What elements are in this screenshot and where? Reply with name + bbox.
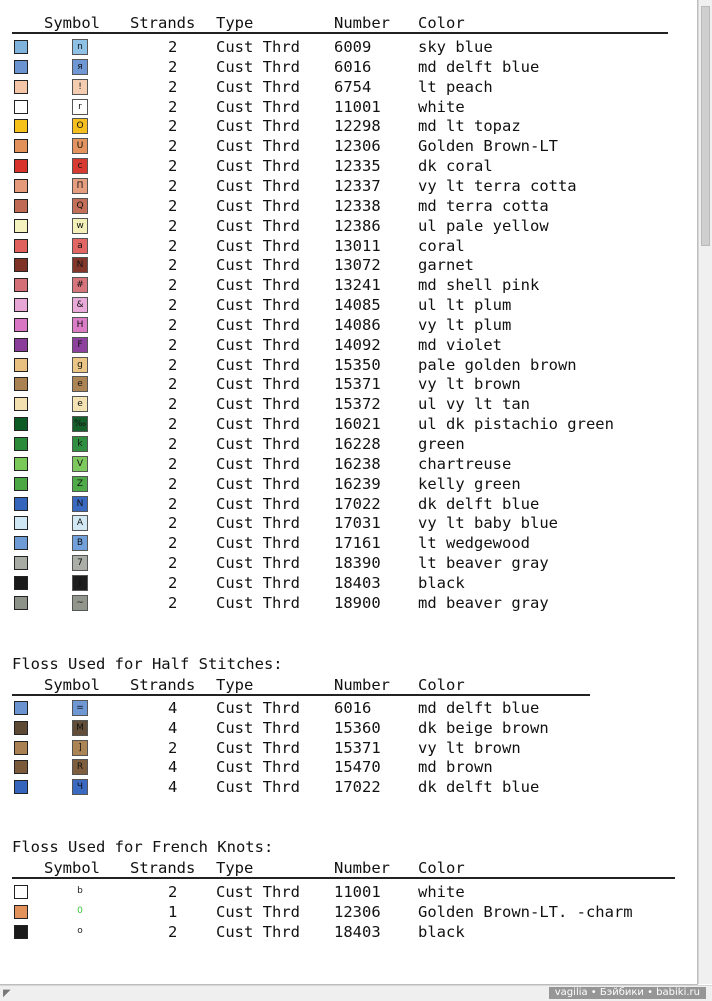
thread-number: 6009 bbox=[334, 38, 372, 56]
thread-number: 14086 bbox=[334, 315, 381, 334]
strands-value: 2 bbox=[168, 514, 178, 533]
full-stitch-row bbox=[0, 196, 700, 216]
stitch-symbol: ] bbox=[72, 740, 88, 756]
thread-number: 17022 bbox=[334, 494, 381, 513]
stitch-symbol: U bbox=[72, 138, 88, 154]
color-swatch bbox=[14, 417, 28, 431]
color-swatch bbox=[14, 437, 28, 451]
full-stitch-row bbox=[0, 374, 700, 394]
stitch-symbol: F bbox=[72, 337, 88, 353]
thread-number: 15371 bbox=[334, 375, 381, 394]
french-knots-header-strands: Strands bbox=[130, 859, 196, 877]
full-stitches-header-type: Type bbox=[216, 14, 254, 32]
thread-type: Cust Thrd bbox=[216, 514, 300, 533]
color-name: md beaver gray bbox=[418, 593, 549, 612]
color-name: garnet bbox=[418, 256, 474, 275]
full-stitch-row bbox=[0, 176, 700, 196]
thread-number: 12338 bbox=[334, 196, 381, 215]
strands-value: 2 bbox=[168, 454, 178, 473]
thread-number: 18390 bbox=[334, 554, 381, 573]
thread-type: Cust Thrd bbox=[216, 778, 300, 797]
color-swatch bbox=[14, 199, 28, 213]
stitch-symbol: Ч bbox=[72, 779, 88, 795]
color-name: vy lt plum bbox=[418, 315, 512, 334]
thread-number: 15350 bbox=[334, 355, 381, 374]
color-swatch bbox=[14, 721, 28, 735]
thread-number: 14092 bbox=[334, 335, 381, 354]
stitch-symbol: N bbox=[72, 257, 88, 273]
color-name: ul dk pistachio green bbox=[418, 415, 614, 434]
full-stitch-row bbox=[0, 355, 700, 375]
thread-type: Cust Thrd bbox=[216, 573, 300, 592]
stitch-symbol: n bbox=[72, 39, 88, 55]
strands-value: 2 bbox=[168, 355, 178, 374]
thread-type: Cust Thrd bbox=[216, 454, 300, 473]
thread-type: Cust Thrd bbox=[216, 375, 300, 394]
thread-number: 15470 bbox=[334, 758, 381, 777]
half-stitches-header-strands: Strands bbox=[130, 676, 196, 694]
color-name: ul vy lt tan bbox=[418, 395, 530, 414]
stitch-symbol: e bbox=[72, 396, 88, 412]
stitch-symbol: e bbox=[72, 376, 88, 392]
full-stitches-header-number: Number bbox=[334, 14, 390, 32]
thread-number: 12298 bbox=[334, 117, 381, 136]
color-swatch bbox=[14, 258, 28, 272]
thread-type: Cust Thrd bbox=[216, 276, 300, 295]
color-swatch bbox=[14, 298, 28, 312]
strands-value: 2 bbox=[168, 216, 178, 235]
strands-value: 2 bbox=[168, 474, 178, 493]
strands-value: 2 bbox=[168, 137, 178, 156]
half-stitches-title: Floss Used for Half Stitches: bbox=[12, 655, 283, 673]
thread-number: 15371 bbox=[334, 738, 381, 757]
half-stitch-row bbox=[0, 777, 700, 797]
color-name: black bbox=[418, 573, 465, 592]
full-stitch-row bbox=[0, 474, 700, 494]
full-stitch-row bbox=[0, 414, 700, 434]
color-name: vy lt brown bbox=[418, 375, 521, 394]
color-name: dk delft blue bbox=[418, 778, 540, 797]
strands-value: 2 bbox=[168, 256, 178, 275]
stitch-symbol: c bbox=[72, 158, 88, 174]
stitch-symbol: ! bbox=[72, 79, 88, 95]
color-swatch bbox=[14, 139, 28, 153]
thread-number: 11001 bbox=[334, 97, 381, 116]
stitch-symbol: ~ bbox=[72, 595, 88, 611]
thread-type: Cust Thrd bbox=[216, 554, 300, 573]
stitch-symbol: П bbox=[72, 178, 88, 194]
strands-value: 2 bbox=[168, 375, 178, 394]
thread-type: Cust Thrd bbox=[216, 38, 300, 56]
french-knots-header-symbol: Symbol bbox=[44, 859, 100, 877]
color-swatch bbox=[14, 60, 28, 74]
thread-number: 12386 bbox=[334, 216, 381, 235]
full-stitches-column-headers bbox=[0, 13, 700, 33]
thread-type: Cust Thrd bbox=[216, 699, 300, 717]
strands-value: 2 bbox=[168, 276, 178, 295]
color-name: chartreuse bbox=[418, 454, 512, 473]
color-name: lt beaver gray bbox=[418, 554, 549, 573]
full-stitch-row bbox=[0, 57, 700, 77]
full-stitch-row bbox=[0, 97, 700, 117]
color-swatch bbox=[14, 516, 28, 530]
thread-type: Cust Thrd bbox=[216, 256, 300, 275]
full-stitch-row bbox=[0, 573, 700, 593]
french-knot-row bbox=[0, 882, 700, 902]
thread-type: Cust Thrd bbox=[216, 534, 300, 553]
thread-number: 17031 bbox=[334, 514, 381, 533]
stitch-symbol: a bbox=[72, 238, 88, 254]
color-swatch bbox=[14, 179, 28, 193]
color-name: vy lt baby blue bbox=[418, 514, 558, 533]
full-stitch-row bbox=[0, 335, 700, 355]
color-swatch bbox=[14, 760, 28, 774]
thread-type: Cust Thrd bbox=[216, 236, 300, 255]
full-stitches-header-symbol: Symbol bbox=[44, 14, 100, 32]
thread-type: Cust Thrd bbox=[216, 216, 300, 235]
half-stitch-row bbox=[0, 757, 700, 777]
stitch-symbol: g bbox=[72, 357, 88, 373]
thread-type: Cust Thrd bbox=[216, 176, 300, 195]
stitch-symbol: 7 bbox=[72, 555, 88, 571]
color-swatch bbox=[14, 780, 28, 794]
thread-number: 6754 bbox=[334, 77, 372, 96]
thread-type: Cust Thrd bbox=[216, 137, 300, 156]
full-stitch-row bbox=[0, 593, 700, 613]
half-stitches-header-rule bbox=[12, 694, 590, 696]
vertical-scrollbar-thumb[interactable] bbox=[701, 6, 710, 246]
thread-type: Cust Thrd bbox=[216, 296, 300, 315]
thread-number: 12306 bbox=[334, 137, 381, 156]
stitch-symbol: r bbox=[72, 99, 88, 115]
thread-type: Cust Thrd bbox=[216, 758, 300, 777]
color-swatch bbox=[14, 40, 28, 54]
color-name: md violet bbox=[418, 335, 502, 354]
stitch-symbol: M bbox=[72, 720, 88, 736]
strands-value: 2 bbox=[168, 196, 178, 215]
strands-value: 2 bbox=[168, 435, 178, 453]
thread-number: 12335 bbox=[334, 157, 381, 176]
thread-type: Cust Thrd bbox=[216, 117, 300, 136]
stitch-symbol: k bbox=[72, 436, 88, 452]
full-stitch-row bbox=[0, 394, 700, 414]
strands-value: 2 bbox=[168, 38, 178, 56]
color-name: white bbox=[418, 883, 465, 901]
color-swatch bbox=[14, 119, 28, 133]
color-swatch bbox=[14, 457, 28, 471]
strands-value: 2 bbox=[168, 573, 178, 592]
strands-value: 2 bbox=[168, 738, 178, 757]
thread-number: 6016 bbox=[334, 57, 372, 76]
thread-type: Cust Thrd bbox=[216, 922, 300, 941]
stitch-symbol: & bbox=[72, 297, 88, 313]
color-swatch bbox=[14, 596, 28, 610]
stitch-symbol: Q bbox=[72, 198, 88, 214]
thread-number: 16228 bbox=[334, 435, 381, 453]
half-stitches-header-type: Type bbox=[216, 676, 254, 694]
stitch-symbol: B bbox=[72, 535, 88, 551]
strands-value: 2 bbox=[168, 593, 178, 612]
thread-type: Cust Thrd bbox=[216, 738, 300, 757]
full-stitches-header-color: Color bbox=[418, 14, 465, 32]
thread-type: Cust Thrd bbox=[216, 395, 300, 414]
strands-value: 2 bbox=[168, 77, 178, 96]
thread-number: 18403 bbox=[334, 922, 381, 941]
full-stitch-row bbox=[0, 315, 700, 335]
color-swatch bbox=[14, 477, 28, 491]
thread-number: 17161 bbox=[334, 534, 381, 553]
strands-value: 2 bbox=[168, 97, 178, 116]
color-name: white bbox=[418, 97, 465, 116]
half-stitches-header-color: Color bbox=[418, 676, 465, 694]
full-stitch-row bbox=[0, 116, 700, 136]
thread-number: 16238 bbox=[334, 454, 381, 473]
color-swatch bbox=[14, 497, 28, 511]
color-name: md terra cotta bbox=[418, 196, 549, 215]
strands-value: 1 bbox=[168, 902, 178, 921]
full-stitch-row bbox=[0, 275, 700, 295]
strands-value: 2 bbox=[168, 236, 178, 255]
full-stitches-header-strands: Strands bbox=[130, 14, 196, 32]
color-swatch bbox=[14, 701, 28, 715]
full-stitch-row bbox=[0, 513, 700, 533]
strands-value: 4 bbox=[168, 778, 178, 797]
french-knots-header-rule bbox=[12, 877, 675, 879]
stitch-symbol: V bbox=[72, 456, 88, 472]
strands-value: 2 bbox=[168, 296, 178, 315]
stitch-symbol: = bbox=[72, 700, 88, 716]
color-name: md delft blue bbox=[418, 699, 540, 717]
strands-value: 2 bbox=[168, 922, 178, 941]
vertical-scrollbar[interactable] bbox=[698, 0, 712, 984]
stitch-symbol: H bbox=[72, 317, 88, 333]
french-knots-header-number: Number bbox=[334, 859, 390, 877]
color-name: ul pale yellow bbox=[418, 216, 549, 235]
thread-type: Cust Thrd bbox=[216, 77, 300, 96]
french-knots-header-color: Color bbox=[418, 859, 465, 877]
color-name: md brown bbox=[418, 758, 493, 777]
thread-type: Cust Thrd bbox=[216, 355, 300, 374]
thread-type: Cust Thrd bbox=[216, 97, 300, 116]
half-stitch-row bbox=[0, 718, 700, 738]
thread-type: Cust Thrd bbox=[216, 593, 300, 612]
full-stitch-row bbox=[0, 136, 700, 156]
color-swatch bbox=[14, 239, 28, 253]
french-knots-header-type: Type bbox=[216, 859, 254, 877]
stitch-symbol: o bbox=[77, 925, 83, 936]
color-swatch bbox=[14, 377, 28, 391]
strands-value: 2 bbox=[168, 57, 178, 76]
color-swatch bbox=[14, 576, 28, 590]
stitch-symbol: 0 bbox=[77, 905, 83, 916]
stitch-symbol: O bbox=[72, 118, 88, 134]
thread-type: Cust Thrd bbox=[216, 415, 300, 434]
color-name: vy lt brown bbox=[418, 738, 521, 757]
stitch-symbol: # bbox=[72, 277, 88, 293]
thread-number: 12306 bbox=[334, 902, 381, 921]
thread-number: 15360 bbox=[334, 718, 381, 737]
color-swatch bbox=[14, 885, 28, 899]
thread-number: 13241 bbox=[334, 276, 381, 295]
thread-number: 6016 bbox=[334, 699, 372, 717]
color-name: coral bbox=[418, 236, 465, 255]
strands-value: 2 bbox=[168, 315, 178, 334]
thread-number: 17022 bbox=[334, 778, 381, 797]
strands-value: 2 bbox=[168, 395, 178, 414]
thread-type: Cust Thrd bbox=[216, 494, 300, 513]
stitch-symbol: Z bbox=[72, 476, 88, 492]
color-swatch bbox=[14, 536, 28, 550]
stitch-symbol: A bbox=[72, 515, 88, 531]
strands-value: 2 bbox=[168, 415, 178, 434]
stitch-symbol: я bbox=[72, 59, 88, 75]
color-swatch bbox=[14, 397, 28, 411]
full-stitch-row bbox=[0, 255, 700, 275]
color-swatch bbox=[14, 556, 28, 570]
strands-value: 4 bbox=[168, 718, 178, 737]
color-name: black bbox=[418, 922, 465, 941]
thread-number: 13072 bbox=[334, 256, 381, 275]
color-name: Golden Brown-LT. -charm bbox=[418, 902, 633, 921]
strands-value: 2 bbox=[168, 176, 178, 195]
thread-number: 18403 bbox=[334, 573, 381, 592]
half-stitches-column-headers bbox=[0, 675, 700, 695]
full-stitch-row bbox=[0, 156, 700, 176]
thread-number: 15372 bbox=[334, 395, 381, 414]
thread-type: Cust Thrd bbox=[216, 335, 300, 354]
strands-value: 2 bbox=[168, 494, 178, 513]
full-stitch-row bbox=[0, 434, 700, 454]
color-swatch bbox=[14, 278, 28, 292]
french-knot-row bbox=[0, 922, 700, 942]
half-stitches-header-symbol: Symbol bbox=[44, 676, 100, 694]
color-swatch bbox=[14, 338, 28, 352]
strands-value: 4 bbox=[168, 699, 178, 717]
strands-value: 2 bbox=[168, 534, 178, 553]
thread-number: 18900 bbox=[334, 593, 381, 612]
color-name: pale golden brown bbox=[418, 355, 577, 374]
color-swatch bbox=[14, 219, 28, 233]
scroll-left-arrow-icon[interactable]: ◤ bbox=[3, 988, 11, 999]
stitch-symbol: N bbox=[72, 496, 88, 512]
stitch-symbol: ‰ bbox=[72, 416, 88, 432]
color-swatch bbox=[14, 358, 28, 372]
french-knots-title: Floss Used for French Knots: bbox=[12, 838, 274, 856]
color-name: dk coral bbox=[418, 157, 493, 176]
color-swatch bbox=[14, 159, 28, 173]
thread-number: 14085 bbox=[334, 296, 381, 315]
color-name: green bbox=[418, 435, 465, 453]
thread-type: Cust Thrd bbox=[216, 902, 300, 921]
stitch-symbol: R bbox=[72, 759, 88, 775]
full-stitch-row bbox=[0, 77, 700, 97]
color-swatch bbox=[14, 925, 28, 939]
color-name: md shell pink bbox=[418, 276, 540, 295]
thread-type: Cust Thrd bbox=[216, 883, 300, 901]
full-stitch-row bbox=[0, 37, 700, 57]
strands-value: 4 bbox=[168, 758, 178, 777]
color-name: vy lt terra cotta bbox=[418, 176, 577, 195]
color-name: kelly green bbox=[418, 474, 521, 493]
thread-number: 13011 bbox=[334, 236, 381, 255]
color-name: md delft blue bbox=[418, 57, 540, 76]
stitch-symbol: b bbox=[77, 886, 83, 896]
color-name: Golden Brown-LT bbox=[418, 137, 558, 156]
stitch-symbol: w bbox=[72, 218, 88, 234]
color-swatch bbox=[14, 100, 28, 114]
color-name: lt peach bbox=[418, 77, 493, 96]
thread-number: 16021 bbox=[334, 415, 381, 434]
thread-number: 11001 bbox=[334, 883, 381, 901]
color-name: md lt topaz bbox=[418, 117, 521, 136]
full-stitch-row bbox=[0, 295, 700, 315]
watermark: vagilia • Бэйбики • babiki.ru bbox=[549, 987, 706, 999]
half-stitches-header-number: Number bbox=[334, 676, 390, 694]
thread-type: Cust Thrd bbox=[216, 157, 300, 176]
thread-type: Cust Thrd bbox=[216, 315, 300, 334]
color-swatch bbox=[14, 741, 28, 755]
full-stitch-row bbox=[0, 494, 700, 514]
thread-number: 12337 bbox=[334, 176, 381, 195]
color-swatch bbox=[14, 905, 28, 919]
strands-value: 2 bbox=[168, 554, 178, 573]
strands-value: 2 bbox=[168, 883, 178, 901]
color-name: lt wedgewood bbox=[418, 534, 530, 553]
thread-number: 16239 bbox=[334, 474, 381, 493]
full-stitch-row bbox=[0, 216, 700, 236]
stitch-symbol: J bbox=[72, 575, 88, 591]
color-name: ul lt plum bbox=[418, 296, 512, 315]
full-stitch-row bbox=[0, 553, 700, 573]
full-stitch-row bbox=[0, 533, 700, 553]
thread-type: Cust Thrd bbox=[216, 435, 300, 453]
color-name: dk beige brown bbox=[418, 718, 549, 737]
thread-type: Cust Thrd bbox=[216, 57, 300, 76]
color-swatch bbox=[14, 318, 28, 332]
thread-type: Cust Thrd bbox=[216, 718, 300, 737]
french-knot-row bbox=[0, 902, 700, 922]
thread-type: Cust Thrd bbox=[216, 196, 300, 215]
strands-value: 2 bbox=[168, 157, 178, 176]
color-name: sky blue bbox=[418, 38, 493, 56]
thread-type: Cust Thrd bbox=[216, 474, 300, 493]
half-stitch-row bbox=[0, 738, 700, 758]
full-stitches-header-rule bbox=[12, 32, 668, 34]
strands-value: 2 bbox=[168, 335, 178, 354]
full-stitch-row bbox=[0, 236, 700, 256]
full-stitch-row bbox=[0, 454, 700, 474]
color-name: dk delft blue bbox=[418, 494, 540, 513]
strands-value: 2 bbox=[168, 117, 178, 136]
color-swatch bbox=[14, 80, 28, 94]
half-stitch-row bbox=[0, 698, 700, 718]
french-knots-column-headers bbox=[0, 858, 700, 878]
